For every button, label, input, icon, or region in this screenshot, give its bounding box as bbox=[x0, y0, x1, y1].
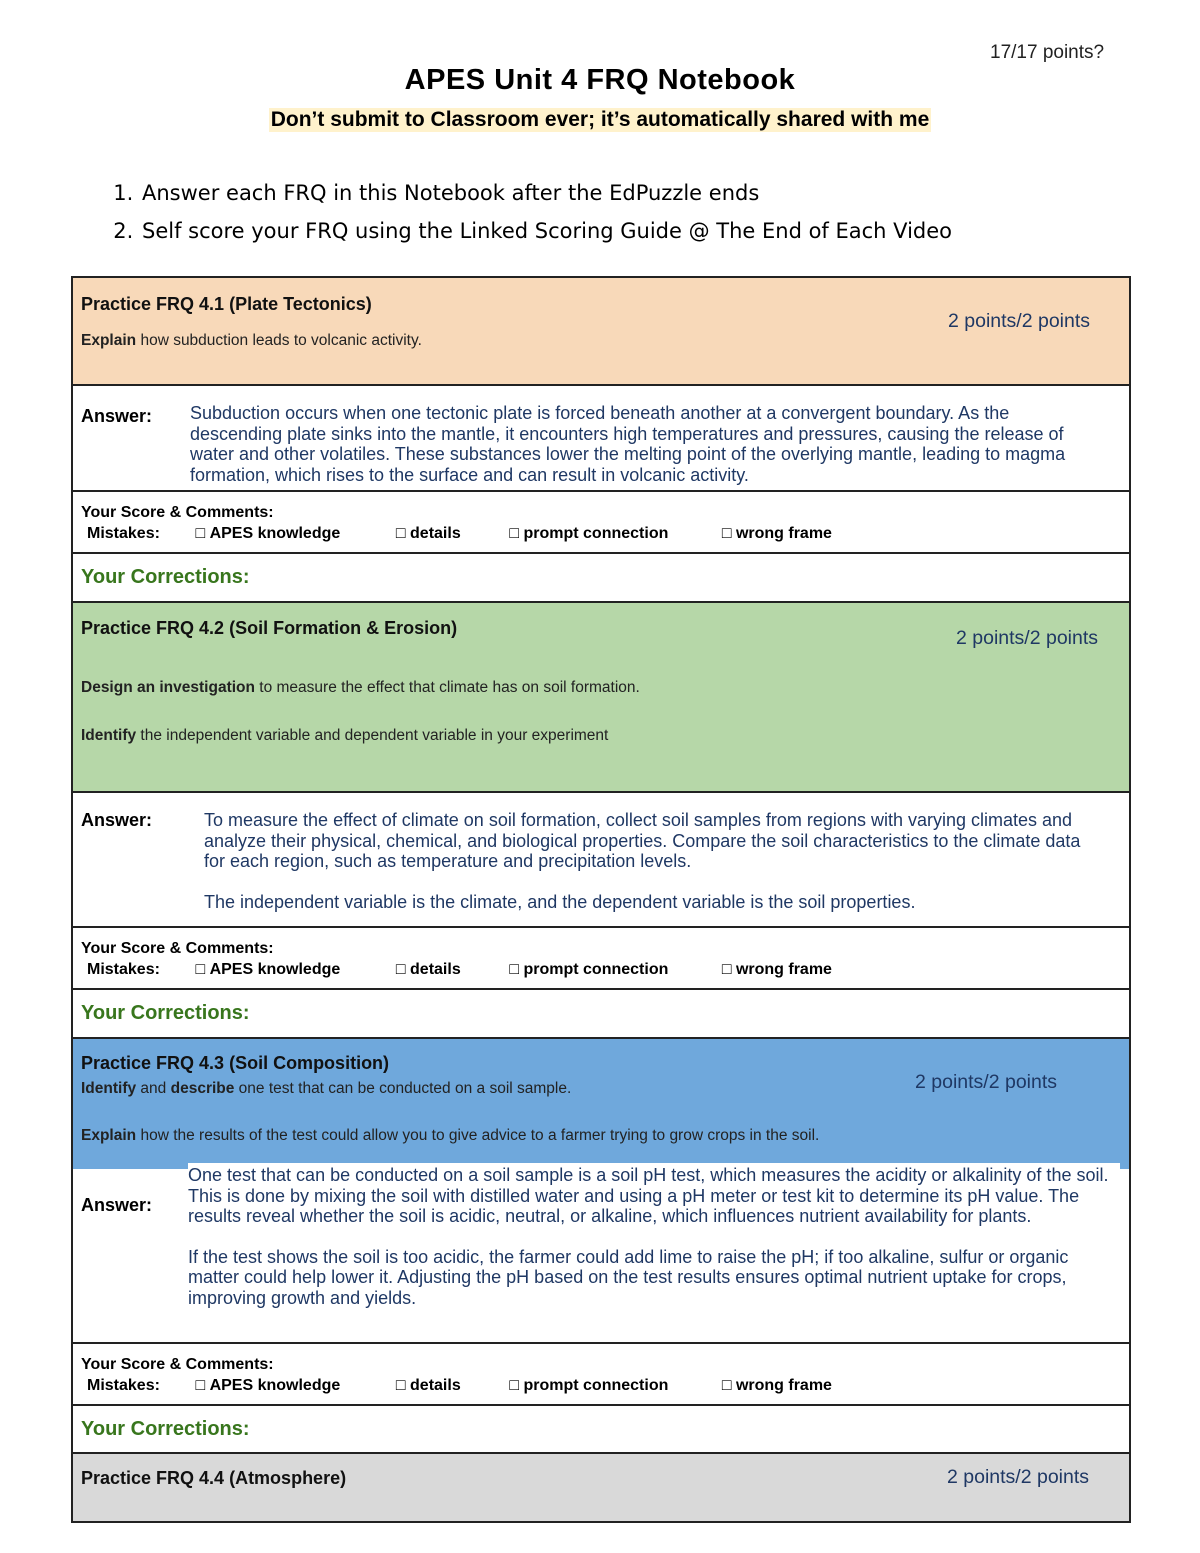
mistake-checkbox-wrong-frame[interactable]: □ wrong frame bbox=[721, 525, 832, 542]
answer-text[interactable]: Subduction occurs when one tectonic plate is forced beneath another at a convergent boundary. As the descending plate sinks into the mantle, it encounters high temperatures and pressures, causing the release of water and other volatiles. These substances lower the melting point of the overlying mantle, leading to magma formation, which rises to the surface and can result in volcanic activity. bbox=[190, 403, 1066, 485]
frq-prompt-line: Explain how the results of the test could allow you to give advice to a farmer trying to grow crops in the soil. bbox=[81, 1127, 820, 1144]
frq-4-3-prompt bbox=[73, 1039, 1129, 1169]
frq-prompt-line: Design an investigation to measure the effect that climate has on soil formation. bbox=[81, 679, 640, 696]
page-title: APES Unit 4 FRQ Notebook bbox=[404, 64, 796, 96]
mistake-checkbox-details[interactable]: □ details bbox=[395, 1377, 461, 1394]
frq-points: 2 points/2 points bbox=[947, 1466, 1090, 1488]
mistakes-row: Mistakes: □ APES knowledge □ details □ prompt connection □ wrong frame bbox=[87, 1377, 832, 1394]
mistakes-row: Mistakes: □ APES knowledge □ details □ prompt connection □ wrong frame bbox=[87, 961, 832, 978]
frq-4-3-answer bbox=[73, 1165, 1129, 1344]
mistake-checkbox-prompt-connection[interactable]: □ prompt connection bbox=[509, 525, 669, 542]
frq-points: 2 points/2 points bbox=[948, 310, 1091, 332]
frq-title: Practice FRQ 4.1 (Plate Tectonics) bbox=[81, 294, 372, 314]
answer-label: Answer: bbox=[81, 810, 153, 830]
frq-prompt-line: Identify and describe one test that can be conducted on a soil sample. bbox=[81, 1080, 572, 1097]
page-subtitle: Don’t submit to Classroom ever; it’s automatically shared with me bbox=[270, 108, 930, 131]
corrections-label: Your Corrections: bbox=[81, 1418, 250, 1440]
instruction-item: 2. Self score your FRQ using the Linked Scoring Guide @ The End of Each Video bbox=[140, 212, 952, 250]
frq-prompt-line: Identify the independent variable and dependent variable in your experiment bbox=[81, 727, 609, 744]
instruction-item: 1. Answer each FRQ in this Notebook after the EdPuzzle ends bbox=[140, 174, 952, 212]
mistake-checkbox-details[interactable]: □ details bbox=[395, 961, 461, 978]
mistakes-row: Mistakes: □ APES knowledge □ details □ prompt connection □ wrong frame bbox=[87, 525, 832, 542]
mistake-checkbox-prompt-connection[interactable]: □ prompt connection bbox=[509, 1377, 669, 1394]
mistake-checkbox-wrong-frame[interactable]: □ wrong frame bbox=[721, 961, 832, 978]
frq-table bbox=[71, 276, 1131, 1523]
frq-4-1-prompt bbox=[73, 278, 1129, 386]
frq-prompt-line: Explain how subduction leads to volcanic activity. bbox=[81, 332, 422, 349]
instructions-list bbox=[104, 174, 952, 250]
frq-4-1-corrections[interactable] bbox=[73, 554, 1129, 603]
frq-4-2-score bbox=[73, 928, 1129, 990]
frq-4-3-score bbox=[73, 1344, 1129, 1406]
score-label: Your Score & Comments: bbox=[81, 1356, 274, 1373]
frq-title: Practice FRQ 4.2 (Soil Formation & Erosion) bbox=[81, 618, 458, 638]
score-label: Your Score & Comments: bbox=[81, 940, 274, 957]
mistake-checkbox-apes-knowledge[interactable]: □ APES knowledge bbox=[195, 1377, 341, 1394]
frq-4-2-corrections[interactable] bbox=[73, 990, 1129, 1039]
frq-points: 2 points/2 points bbox=[956, 627, 1099, 649]
frq-4-3-corrections[interactable] bbox=[73, 1406, 1129, 1454]
corrections-label: Your Corrections: bbox=[81, 566, 250, 588]
mistake-checkbox-apes-knowledge[interactable]: □ APES knowledge bbox=[195, 961, 341, 978]
frq-title: Practice FRQ 4.3 (Soil Composition) bbox=[81, 1053, 390, 1073]
answer-label: Answer: bbox=[81, 1195, 153, 1215]
answer-label: Answer: bbox=[81, 406, 153, 426]
frq-4-1-score bbox=[73, 492, 1129, 554]
corrections-label: Your Corrections: bbox=[81, 1002, 250, 1024]
frq-4-2-answer bbox=[73, 793, 1129, 928]
overall-score: 17/17 points? bbox=[990, 42, 1105, 63]
frq-points: 2 points/2 points bbox=[915, 1071, 1058, 1093]
answer-text[interactable]: One test that can be conducted on a soil sample is a soil pH test, which measures the acidity or alkalinity of the soil. This is done by mixing the soil with distilled water and using a pH meter or test kit to determine its pH value. The results reveal whether the soil is acidic, neutral, or alkaline, which influences nutrient availability for plants. If the test shows the soil is too acidic, the farmer could add lime to raise the pH; if too alkaline, sulfur or organic matter could help lower it. Adjusting the pH based on the test results ensures optimal nutrient uptake for crops, improving growth and yields. bbox=[188, 1163, 1120, 1308]
mistake-checkbox-wrong-frame[interactable]: □ wrong frame bbox=[721, 1377, 832, 1394]
score-label: Your Score & Comments: bbox=[81, 504, 274, 521]
frq-title: Practice FRQ 4.4 (Atmosphere) bbox=[81, 1468, 347, 1488]
mistake-checkbox-prompt-connection[interactable]: □ prompt connection bbox=[509, 961, 669, 978]
mistake-checkbox-details[interactable]: □ details bbox=[395, 525, 461, 542]
frq-4-4-prompt bbox=[73, 1454, 1129, 1521]
mistake-checkbox-apes-knowledge[interactable]: □ APES knowledge bbox=[195, 525, 341, 542]
frq-4-1-answer bbox=[73, 386, 1129, 492]
frq-4-2-prompt bbox=[73, 603, 1129, 793]
answer-text[interactable]: To measure the effect of climate on soil formation, collect soil samples from regions with varying climates and analyze their physical, chemical, and biological properties. Compare the soil characteristics to the climate data for each region, such as temperature and precipitation levels. The independent variable is the climate, and the dependent variable is the soil properties. bbox=[204, 810, 1081, 912]
